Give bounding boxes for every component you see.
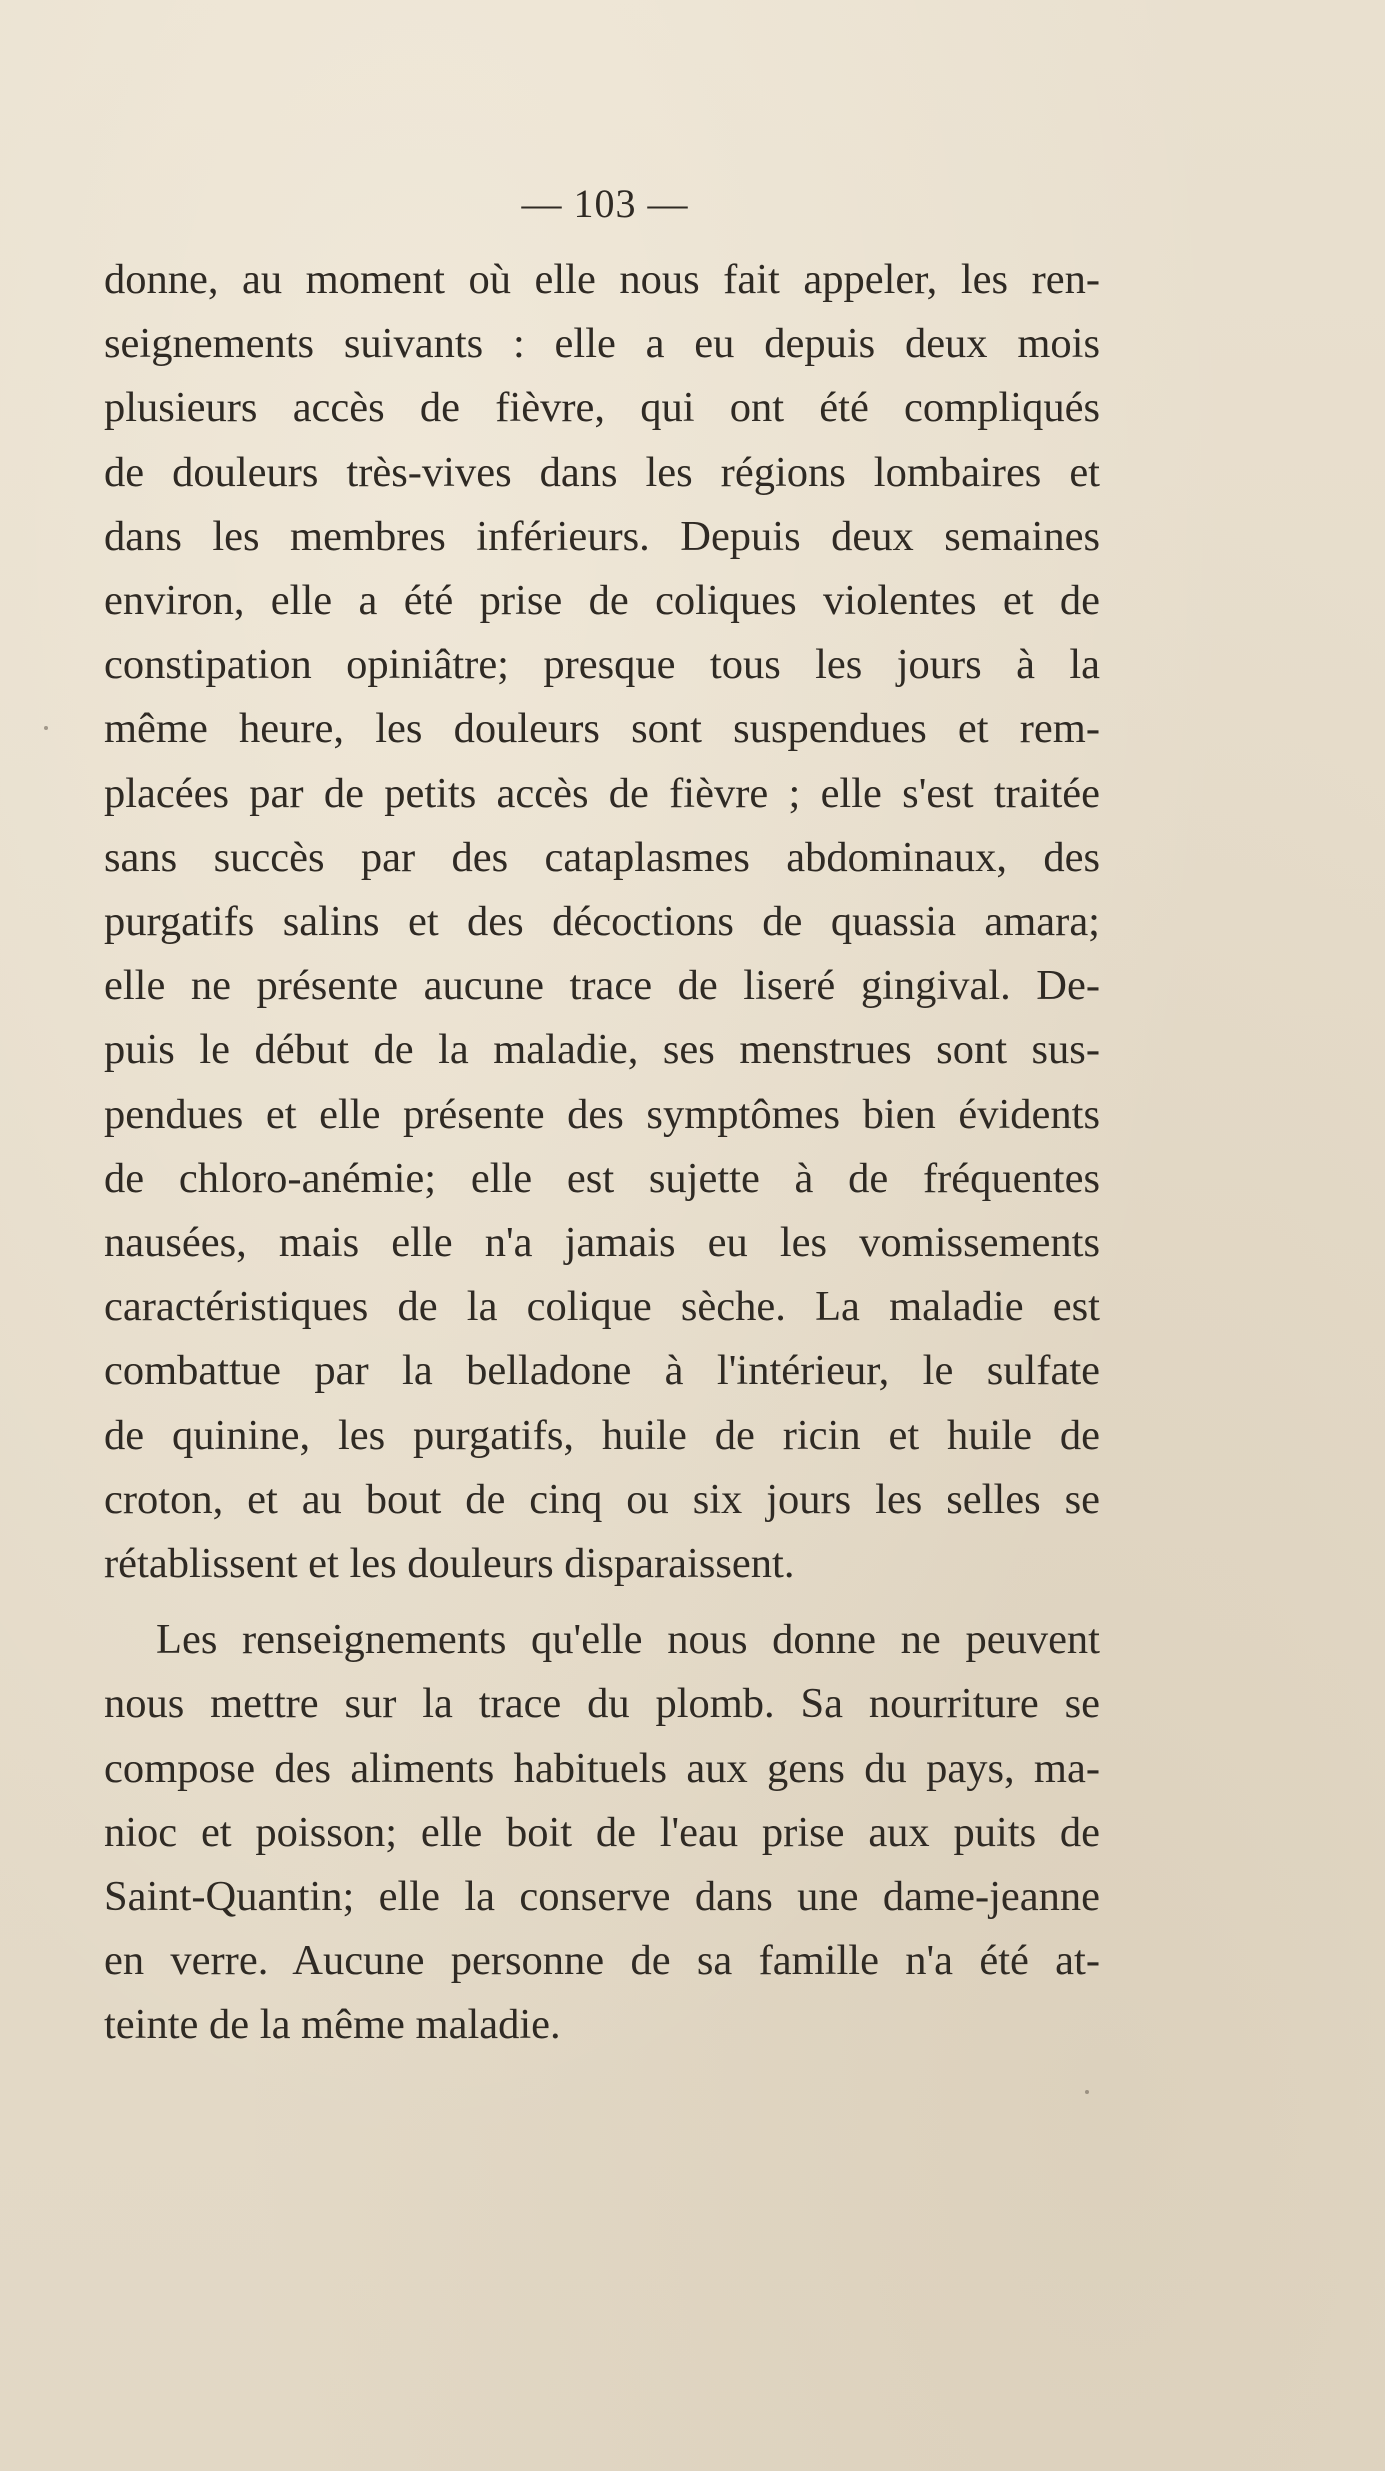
paper-speck bbox=[44, 726, 48, 730]
text-line: constipation opiniâtre; presque tous les jours à la bbox=[104, 641, 1100, 689]
text-line: plusieurs accès de fièvre, qui ont été compliqués bbox=[104, 384, 1100, 432]
paragraph-gap bbox=[104, 1596, 1100, 1608]
text-line: en verre. Aucune personne de sa famille n'a été at- bbox=[104, 1937, 1100, 1985]
text-line: Les renseignements qu'elle nous donne ne peuvent bbox=[156, 1616, 1100, 1664]
text-line: environ, elle a été prise de coliques violentes et de bbox=[104, 577, 1100, 625]
text-line: puis le début de la maladie, ses menstrues sont sus- bbox=[104, 1026, 1100, 1074]
text-line: compose des aliments habituels aux gens du pays, ma- bbox=[104, 1744, 1100, 1792]
text-line: nous mettre sur la trace du plomb. Sa nourriture se bbox=[104, 1680, 1100, 1728]
text-line: donne, au moment où elle nous fait appeler, les ren- bbox=[104, 256, 1100, 303]
paragraph-1 bbox=[104, 248, 1100, 1596]
text-line: de douleurs très-vives dans les régions lombaires et bbox=[104, 448, 1100, 496]
text-line: seignements suivants : elle a eu depuis deux mois bbox=[104, 320, 1100, 368]
text-line: teinte de la même maladie. bbox=[104, 2001, 561, 2049]
paragraph-2 bbox=[104, 1608, 1100, 2057]
text-line: purgatifs salins et des décoctions de quassia amara; bbox=[104, 898, 1100, 946]
text-line: nausées, mais elle n'a jamais eu les vomissements bbox=[104, 1219, 1100, 1267]
text-line: sans succès par des cataplasmes abdominaux, des bbox=[104, 833, 1100, 881]
text-line: elle ne présente aucune trace de liseré gingival. De- bbox=[104, 962, 1100, 1010]
body-text bbox=[104, 248, 1100, 2058]
text-line: même heure, les douleurs sont suspendues et rem- bbox=[104, 705, 1100, 753]
text-line: croton, et au bout de cinq ou six jours les selles se bbox=[104, 1475, 1100, 1523]
text-line: combattue par la belladone à l'intérieur, le sulfate bbox=[104, 1347, 1100, 1395]
text-line: nioc et poisson; elle boit de l'eau prise aux puits de bbox=[104, 1808, 1100, 1856]
text-line: dans les membres inférieurs. Depuis deux semaines bbox=[104, 512, 1100, 560]
text-line: de quinine, les purgatifs, huile de ricin et huile de bbox=[104, 1411, 1100, 1459]
text-line: caractéristiques de la colique sèche. La maladie est bbox=[104, 1283, 1100, 1331]
page-number: — 103 — bbox=[521, 181, 689, 226]
text-line: pendues et elle présente des symptômes bien évidents bbox=[104, 1090, 1100, 1138]
text-line: de chloro-anémie; elle est sujette à de fréquentes bbox=[104, 1154, 1100, 1202]
paper-speck bbox=[1085, 2090, 1089, 2094]
text-line: rétablissent et les douleurs disparaissent. bbox=[104, 1540, 795, 1588]
text-line: placées par de petits accès de fièvre ; elle s'est traitée bbox=[104, 769, 1100, 817]
text-line: Saint-Quantin; elle la conserve dans une dame-jeanne bbox=[104, 1873, 1100, 1921]
